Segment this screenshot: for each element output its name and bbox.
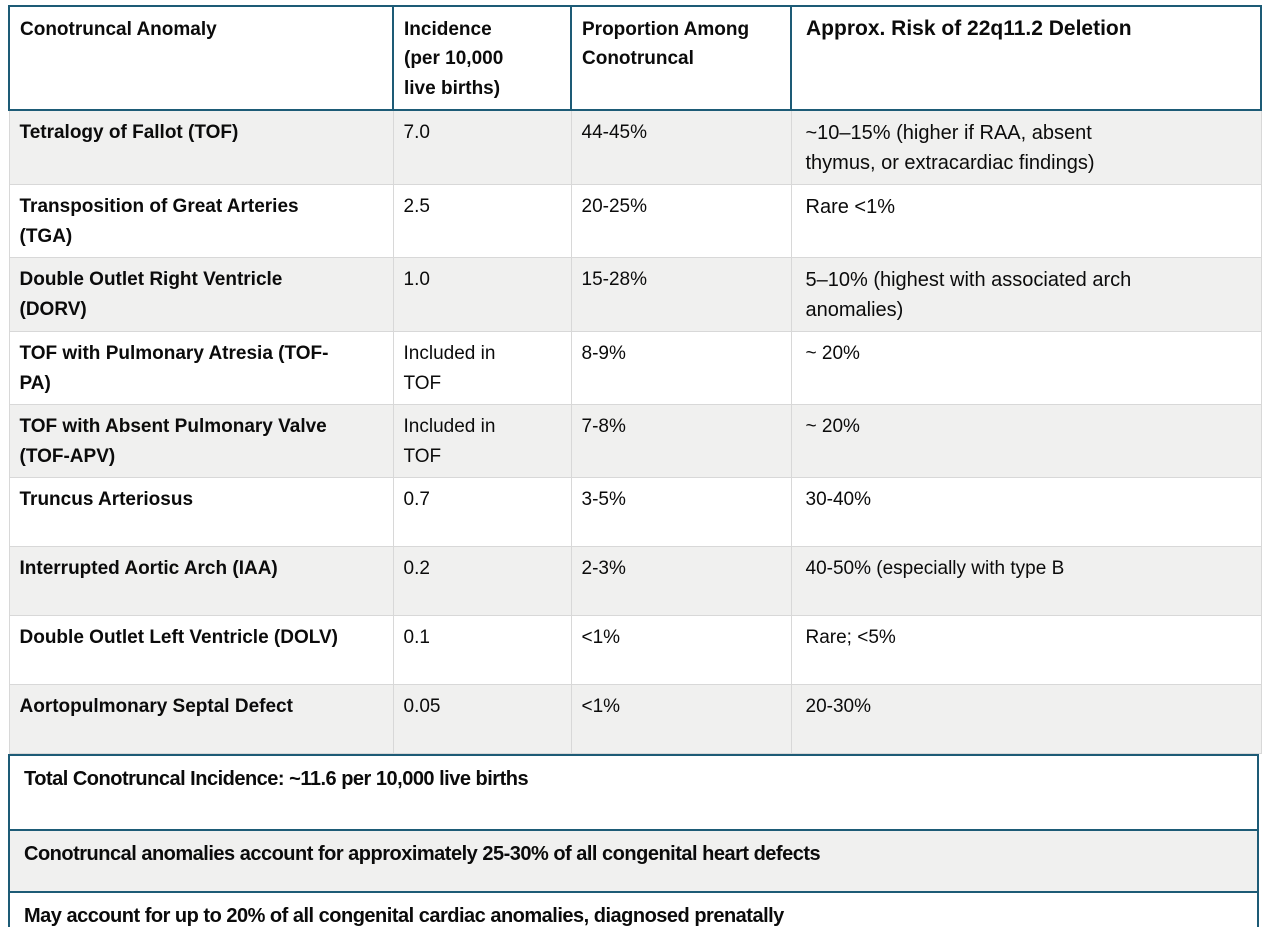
table-row xyxy=(9,332,1261,405)
cell-risk: Rare; <5% xyxy=(791,615,1261,684)
conotruncal-anomaly-table xyxy=(8,5,1262,754)
summary-prenatal: May account for up to 20% of all congenital cardiac anomalies, diagnosed prenatally xyxy=(8,891,1259,927)
cell-proportion: 8-9% xyxy=(571,332,791,405)
cell-incidence: 0.1 xyxy=(393,615,571,684)
cell-anomaly: TOF with Pulmonary Atresia (TOF-PA) xyxy=(9,332,393,405)
cell-anomaly: TOF with Absent Pulmonary Valve (TOF-APV) xyxy=(9,405,393,478)
cell-risk: ~ 20% xyxy=(791,332,1261,405)
cell-anomaly: Transposition of Great Arteries (TGA) xyxy=(9,185,393,258)
table-row xyxy=(9,110,1261,185)
summary-total-incidence: Total Conotruncal Incidence: ~11.6 per 10,000 live births xyxy=(8,754,1259,831)
col-header-risk: Approx. Risk of 22q11.2 Deletion xyxy=(791,6,1261,110)
cell-proportion: 20-25% xyxy=(571,185,791,258)
table-row xyxy=(9,185,1261,258)
cell-incidence: Included in TOF xyxy=(393,332,571,405)
cell-risk: 30-40% xyxy=(791,477,1261,546)
cell-anomaly: Double Outlet Right Ventricle (DORV) xyxy=(9,258,393,332)
cell-incidence: 0.2 xyxy=(393,546,571,615)
cell-risk: Rare <1% xyxy=(791,185,1261,258)
col-header-incidence: Incidence (per 10,000 live births) xyxy=(393,6,571,110)
table-row xyxy=(9,405,1261,478)
table-row xyxy=(9,684,1261,753)
cell-proportion: 15-28% xyxy=(571,258,791,332)
cell-anomaly: Aortopulmonary Septal Defect xyxy=(9,684,393,753)
cell-proportion: 44-45% xyxy=(571,110,791,185)
cell-proportion: <1% xyxy=(571,684,791,753)
cell-anomaly: Double Outlet Left Ventricle (DOLV) xyxy=(9,615,393,684)
table-row xyxy=(9,258,1261,332)
cell-risk: ~ 20% xyxy=(791,405,1261,478)
table-row xyxy=(9,477,1261,546)
cell-proportion: 7-8% xyxy=(571,405,791,478)
cell-risk: 40-50% (especially with type B xyxy=(791,546,1261,615)
cell-proportion: <1% xyxy=(571,615,791,684)
table-header-row xyxy=(9,6,1261,110)
col-header-anomaly: Conotruncal Anomaly xyxy=(9,6,393,110)
cell-incidence: 2.5 xyxy=(393,185,571,258)
table-row xyxy=(9,546,1261,615)
cell-anomaly: Interrupted Aortic Arch (IAA) xyxy=(9,546,393,615)
summary-chd-share: Conotruncal anomalies account for approximately 25-30% of all congenital heart defects xyxy=(8,829,1259,893)
cell-risk: 20-30% xyxy=(791,684,1261,753)
cell-incidence: 7.0 xyxy=(393,110,571,185)
cell-anomaly: Truncus Arteriosus xyxy=(9,477,393,546)
col-header-proportion: Proportion Among Conotruncal xyxy=(571,6,791,110)
cell-risk: 5–10% (highest with associated arch anomalies) xyxy=(791,258,1261,332)
cell-proportion: 3-5% xyxy=(571,477,791,546)
cell-incidence: Included in TOF xyxy=(393,405,571,478)
table-row xyxy=(9,615,1261,684)
cell-incidence: 1.0 xyxy=(393,258,571,332)
cell-incidence: 0.7 xyxy=(393,477,571,546)
cell-proportion: 2-3% xyxy=(571,546,791,615)
cell-incidence: 0.05 xyxy=(393,684,571,753)
cell-anomaly: Tetralogy of Fallot (TOF) xyxy=(9,110,393,185)
cell-risk: ~10–15% (higher if RAA, absent thymus, or extracardiac findings) xyxy=(791,110,1261,185)
